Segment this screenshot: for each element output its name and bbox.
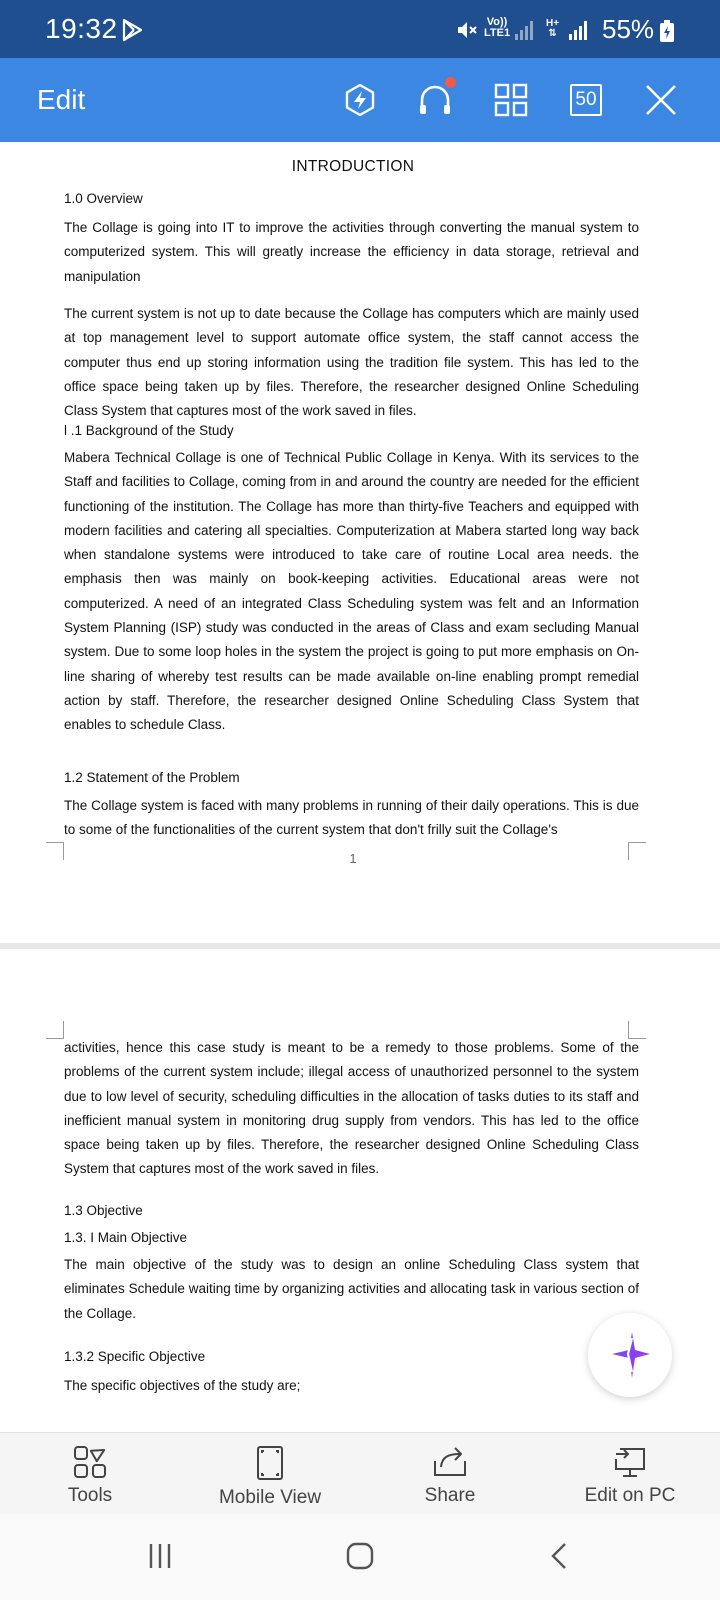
page-count-button[interactable] bbox=[561, 75, 611, 125]
play-store-icon bbox=[120, 18, 144, 42]
network-type-indicator: H+ ⇅ bbox=[546, 18, 560, 39]
heading-overview: 1.0 Overview bbox=[64, 191, 143, 206]
monitor-icon bbox=[612, 1445, 648, 1479]
home-icon bbox=[345, 1541, 375, 1571]
battery-icon bbox=[660, 20, 674, 42]
edit-mode-label[interactable]: Edit bbox=[37, 84, 86, 115]
tools-icon bbox=[73, 1445, 107, 1479]
tools-button[interactable] bbox=[50, 1433, 130, 1515]
paragraph-background: Mabera Technical Collage is one of Technical Public Collage in Kenya. With its services to the Staff and facilities to Collage, coming from in and around the country are needed for the efficient functioning of the institution. The Collage has more than thirty-five Teachers and equipped with modern facilities and catering all specialties. Computerization at Mabera started long way back when standalone systems were introduced to take care of routine Local area needs. the emphasis then was mainly on book-keeping activities. Educational areas were not computerized. A need of an integrated Class Scheduling system was felt and an Information System Planning (ISP) study was conducted in the areas of Class and exam secluding Manual system. Due to some loop holes in the system the project is going to put more emphasis on On-line sharing of whereby test results can be made available on-line enabling prompt remedial action by staff. Therefore, the researcher designed Online Scheduling Class System that enables to schedule Class. bbox=[64, 450, 639, 733]
mobile-view-button[interactable] bbox=[200, 1433, 340, 1515]
app-toolbar bbox=[0, 58, 720, 142]
ai-assistant-button[interactable] bbox=[588, 1313, 672, 1397]
paragraph-main-objective: The main objective of the study was to design an online Scheduling Class system that eliminates Schedule waiting time by organizing activities and allocating task in various section of the Collage. bbox=[64, 1257, 639, 1321]
paragraph-problem-continued: activities, hence this case study is meant to be a remedy to those problems. Some of the problems of the current system include; illegal access of unauthorized personnel to the system due to low level of security, scheduling difficulties in the allocation of tasks duties to its staff and inefficient manual system in monitoring drug supply from vendors. This has led to the office space being taken up by files. Therefore, the researcher designed Online Scheduling Class System that captures most of the work saved in files. bbox=[64, 1040, 639, 1177]
share-icon bbox=[432, 1445, 468, 1479]
system-navigation-bar bbox=[0, 1514, 720, 1600]
edit-on-pc-button[interactable] bbox=[560, 1433, 700, 1515]
heading-background: l .1 Background of the Study bbox=[64, 423, 234, 438]
read-aloud-button[interactable] bbox=[410, 75, 460, 125]
volte-indicator: Vo)) LTE1 bbox=[484, 16, 511, 39]
heading-objective: 1.3 Objective bbox=[64, 1203, 143, 1218]
paragraph-specific-objective: The specific objectives of the study are; bbox=[64, 1378, 301, 1393]
home-button[interactable] bbox=[340, 1536, 380, 1576]
quick-action-button[interactable] bbox=[335, 75, 385, 125]
paragraph-current-system: The current system is not up to date because the Collage has computers which are mainly used at top management level to support automate office system, the staff cannot access the computer thus end up storing information using the tradition file system. This has led to the office space being taken up by files. Therefore, the researcher designed Online Scheduling Class System that captures most of the work saved in files. bbox=[64, 306, 639, 419]
document-title: INTRODUCTION bbox=[291, 158, 415, 175]
tools-label: Tools bbox=[67, 1485, 113, 1506]
battery-percent: 55% bbox=[602, 14, 655, 44]
paragraph-overview: The Collage is going into IT to improve the activities through converting the manual system to computerized system. This will greatly increase the efficiency in data storage, retrieval and manipulation bbox=[64, 220, 639, 284]
recent-apps-icon bbox=[145, 1541, 175, 1571]
mute-icon bbox=[455, 18, 479, 42]
signal-sim1-icon bbox=[512, 18, 536, 42]
signal-sim2-icon bbox=[566, 18, 590, 42]
apps-grid-button[interactable] bbox=[486, 75, 536, 125]
heading-specific-objective: 1.3.2 Specific Objective bbox=[64, 1349, 206, 1364]
notification-dot bbox=[445, 77, 456, 88]
document-viewport[interactable] bbox=[0, 142, 720, 1432]
page-separator bbox=[0, 943, 720, 949]
sparkle-icon bbox=[608, 1330, 652, 1380]
crop-mark bbox=[46, 1021, 64, 1039]
status-bar bbox=[0, 0, 720, 58]
back-button[interactable] bbox=[540, 1536, 580, 1576]
lightning-hexagon-icon bbox=[342, 82, 378, 118]
paragraph-problem: The Collage system is faced with many problems in running of their daily operations. This is due to some of the functionalities of the current system that don't frilly suit the Collage's bbox=[64, 798, 639, 838]
share-button[interactable] bbox=[400, 1433, 500, 1515]
page-count: 50 bbox=[570, 84, 602, 116]
share-label: Share bbox=[424, 1485, 476, 1506]
bottom-toolbar bbox=[0, 1432, 720, 1514]
back-icon bbox=[545, 1541, 575, 1571]
heading-main-objective: 1.3. I Main Objective bbox=[64, 1230, 188, 1245]
mobile-view-icon bbox=[253, 1445, 287, 1481]
page-number: 1 bbox=[349, 851, 357, 866]
close-icon bbox=[644, 83, 678, 117]
mobile-view-label: Mobile View bbox=[218, 1487, 322, 1508]
status-time: 19:32 bbox=[45, 13, 118, 44]
heading-problem: 1.2 Statement of the Problem bbox=[64, 770, 240, 785]
edit-on-pc-label: Edit on PC bbox=[584, 1485, 676, 1506]
recent-apps-button[interactable] bbox=[140, 1536, 180, 1576]
close-button[interactable] bbox=[636, 75, 686, 125]
grid-icon bbox=[493, 82, 529, 118]
